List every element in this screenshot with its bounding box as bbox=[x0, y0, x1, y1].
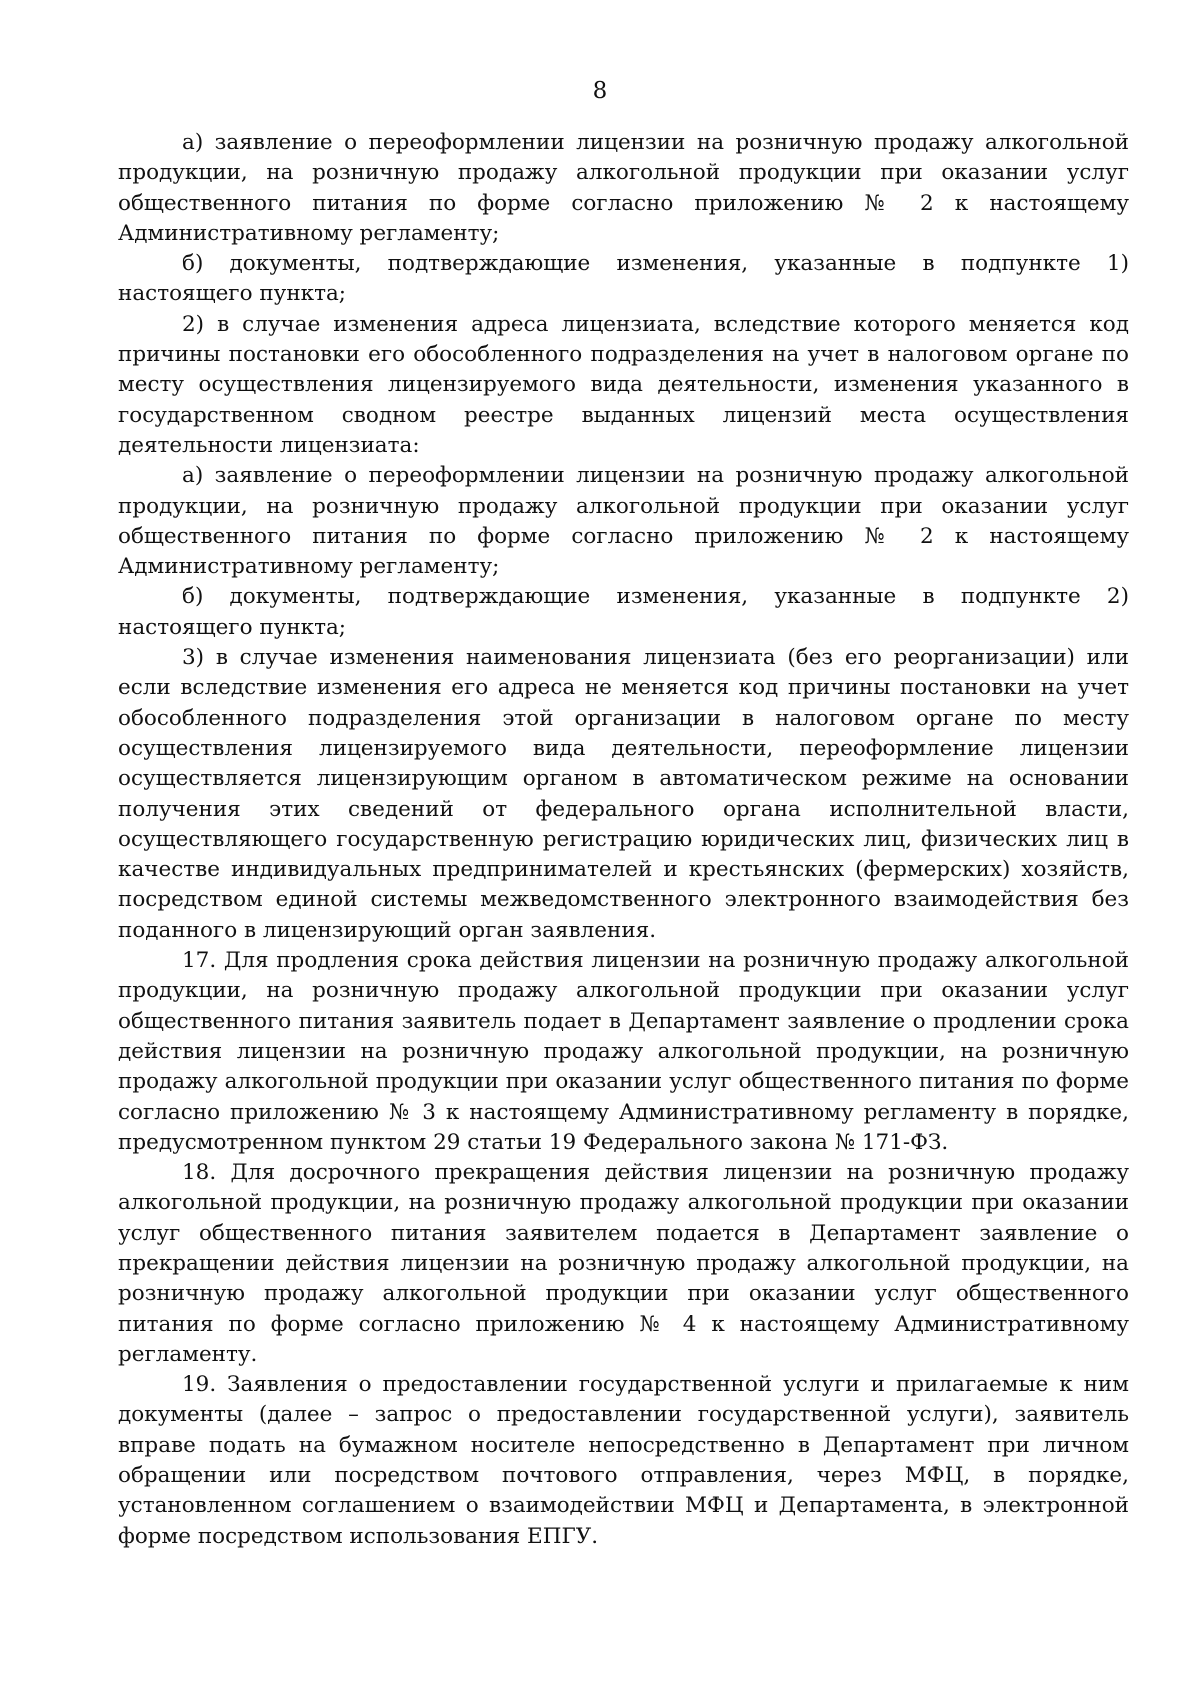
paragraph-a-reissue-application: а) заявление о переоформлении лицензии на розничную продажу алкогольной продукции, на розничную продажу алкогольной продукции при оказании услуг общественного питания по форме согласно приложению № 2 к настоящему Административному регламенту; bbox=[118, 130, 1129, 246]
paragraph-17-license-extension: 17. Для продления срока действия лицензии на розничную продажу алкогольной продукции, на розничную продажу алкогольной продукции при оказании услуг общественного питания заявитель подает в Департамент заявление о продлении срока действия лицензии на розничную продажу алкогольной продукции, на розничную продажу алкогольной продукции при оказании услуг общественного питания по форме согласно приложению № 3 к настоящему Административному регламенту в порядке, предусмотренном пунктом 29 статьи 19 Федерального закона № 171-ФЗ. bbox=[118, 948, 1129, 1155]
paragraph-b-supporting-documents-2: б) документы, подтверждающие изменения, указанные в подпункте 2) настоящего пункта; bbox=[118, 584, 1129, 640]
paragraph-19-submission-methods: 19. Заявления о предоставлении государственной услуги и прилагаемые к ним документы (далее – запрос о предоставлении государственной услуги), заявитель вправе подать на бумажном носителе непосредственно в Департамент при личном обращении или посредством почтового отправления, через МФЦ, в порядке, установленном соглашением о взаимодействии МФЦ и Департамента, в электронной форме посредством использования ЕПГУ. bbox=[118, 1372, 1129, 1549]
paragraph-2-address-change: 2) в случае изменения адреса лицензиата, вследствие которого меняется код причины постановки его обособленного подразделения на учет в налоговом органе по месту осуществления лицензируемого вида деятельности, изменения указанного в государственном сводном реестре выданных лицензий места осуществления деятельности лицензиата: bbox=[118, 311, 1129, 458]
paragraph-b-supporting-documents: б) документы, подтверждающие изменения, указанные в подпункте 1) настоящего пункта; bbox=[118, 251, 1129, 307]
paragraph-3-automatic-reissue: 3) в случае изменения наименования лицензиата (без его реорганизации) или если вследствие изменения его адреса не меняется код причины постановки на учет обособленного подразделения этой организации в налоговом органе по месту осуществления лицензируемого вида деятельности, переоформление лицензии осуществляется лицензирующим органом в автоматическом режиме на основании получения этих сведений от федерального органа исполнительной власти, осуществляющего государственную регистрацию юридических лиц, физических лиц в качестве индивидуальных предпринимателей и крестьянских (фермерских) хозяйств, посредством единой системы межведомственного электронного взаимодействия без поданного в лицензирующий орган заявления. bbox=[118, 645, 1129, 943]
document-body bbox=[118, 128, 1129, 1552]
paragraph-18-early-termination: 18. Для досрочного прекращения действия лицензии на розничную продажу алкогольной продукции, на розничную продажу алкогольной продукции при оказании услуг общественного питания заявителем подается в Департамент заявление о прекращении действия лицензии на розничную продажу алкогольной продукции, на розничную продажу алкогольной продукции при оказании услуг общественного питания по форме согласно приложению № 4 к настоящему Административному регламенту. bbox=[118, 1160, 1129, 1367]
page-number: 8 bbox=[592, 78, 608, 104]
paragraph-a-reissue-application-2: а) заявление о переоформлении лицензии на розничную продажу алкогольной продукции, на розничную продажу алкогольной продукции при оказании услуг общественного питания по форме согласно приложению № 2 к настоящему Административному регламенту; bbox=[118, 463, 1129, 580]
